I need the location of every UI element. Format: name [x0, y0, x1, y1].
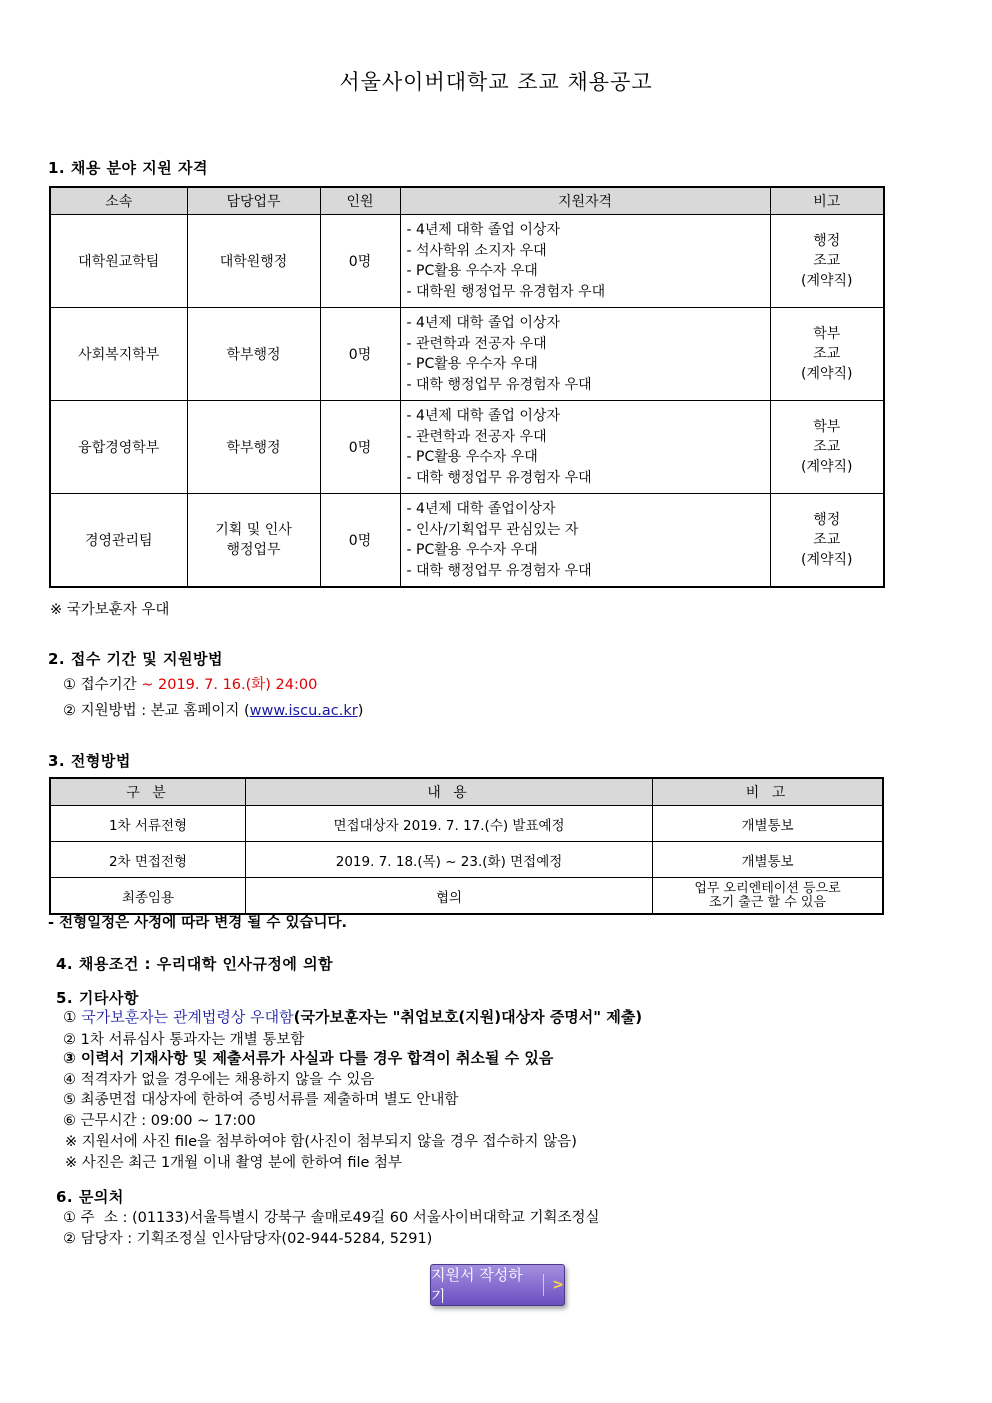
section3-heading: 3. 전형방법 [48, 752, 131, 770]
table-row [50, 494, 884, 588]
type-cell: 최종임용 [50, 878, 246, 915]
quals-cell: - 4년제 대학 졸업이상자 - 인사/기획업무 관심있는 자 - PC활용 우수자 우대 - 대학 행정업무 유경험자 우대 [400, 494, 770, 588]
dept-cell: 경영관리팀 [50, 494, 187, 588]
veteran-preference-text: 국가보훈자는 관계법령상 우대함 [81, 1008, 294, 1026]
table-row [50, 401, 884, 494]
duty-cell: 대학원행정 [187, 215, 320, 308]
apply-button-label: 지원서 작성하기 [431, 1266, 523, 1305]
homepage-link[interactable]: www.iscu.ac.kr [249, 703, 358, 719]
table-row [50, 215, 884, 308]
quals-cell: - 4년제 대학 졸업 이상자 - 관련학과 전공자 우대 - PC활용 우수자 우대 - 대학 행정업무 유경험자 우대 [400, 401, 770, 494]
quals-cell: - 4년제 대학 졸업 이상자 - 관련학과 전공자 우대 - PC활용 우수자 우대 - 대학 행정업무 유경험자 우대 [400, 308, 770, 401]
contact-person: ② 담당자 : 기획조정실 인사담당자(02-944-5284, 5291) [63, 1231, 433, 1247]
photo-note-1: ※ 지원서에 사진 file을 첨부하여야 함(사진이 첨부되지 않을 경우 접수하지 않음) [65, 1134, 577, 1150]
dept-cell: 융합경영학부 [50, 401, 187, 494]
type-cell: 1차 서류전형 [50, 806, 246, 842]
count-cell: 0명 [320, 494, 400, 588]
note-cell: 행정 조교 (계약직) [770, 494, 884, 588]
note-cell: 업무 오리엔테이션 등으로 조기 출근 할 수 있음 [653, 878, 883, 915]
period-value: ~ 2019. 7. 16.(화) 24:00 [141, 677, 318, 693]
dept-cell: 대학원교학팀 [50, 215, 187, 308]
note-item-5: ⑤ 최종면접 대상자에 한하여 증빙서류를 제출하며 별도 안내함 [63, 1092, 459, 1108]
col-header-note: 비고 [770, 187, 884, 215]
section2-heading: 2. 접수 기간 및 지원방법 [48, 650, 223, 668]
note-cell: 학부 조교 (계약직) [770, 401, 884, 494]
note-item-2: ② 1차 서류심사 통과자는 개별 통보함 [63, 1032, 305, 1048]
count-cell: 0명 [320, 215, 400, 308]
qualification-table [49, 186, 885, 588]
selection-table [49, 777, 884, 915]
content-cell: 협의 [246, 878, 653, 915]
section6-heading: 6. 문의처 [56, 1188, 124, 1206]
method-line [63, 699, 363, 720]
section4-heading: 4. 채용조건 : 우리대학 인사규정에 의함 [56, 955, 334, 973]
content-cell: 면접대상자 2019. 7. 17.(수) 발표예정 [246, 806, 653, 842]
contact-address: ① 주 소 : (01133)서울특별시 강북구 솔매로49길 60 서울사이버대학교 기획조정실 [63, 1210, 600, 1226]
quals-cell: - 4년제 대학 졸업 이상자 - 석사학위 소지자 우대 - PC활용 우수자 우대 - 대학원 행정업무 유경험자 우대 [400, 215, 770, 308]
section5-heading: 5. 기타사항 [56, 989, 139, 1007]
col-header-note: 비 고 [653, 778, 883, 806]
table-row [50, 842, 883, 878]
method-label: ② 지원방법 : 본교 홈페이지 ( [63, 703, 250, 719]
note-cell: 개별통보 [653, 806, 883, 842]
photo-note-2: ※ 사진은 최근 1개월 이내 촬영 분에 한하여 file 첨부 [65, 1155, 403, 1171]
veteran-footnote: ※ 국가보훈자 우대 [50, 602, 170, 618]
col-header-quals: 지원자격 [400, 187, 770, 215]
page-title: 서울사이버대학교 조교 채용공고 [339, 70, 653, 94]
table-row [50, 806, 883, 842]
period-line [63, 673, 317, 694]
table-header-row [50, 778, 883, 806]
chevron-right-icon: > [552, 1277, 564, 1293]
col-header-dept: 소속 [50, 187, 187, 215]
note-item-6: ⑥ 근무시간 : 09:00 ~ 17:00 [63, 1113, 256, 1129]
note-item-3: ③ 이력서 기재사항 및 제출서류가 사실과 다를 경우 합격이 취소될 수 있음 [63, 1049, 554, 1067]
duty-cell: 기획 및 인사 행정업무 [187, 494, 320, 588]
col-header-content: 내 용 [246, 778, 653, 806]
method-close: ) [357, 703, 364, 719]
col-header-duty: 담당업무 [187, 187, 320, 215]
note-cell: 개별통보 [653, 842, 883, 878]
section1-heading: 1. 채용 분야 지원 자격 [48, 159, 208, 177]
note-item-1: ① 국가보훈자는 관계법령상 우대함(국가보훈자는 "취업보호(지원)대상자 증명서" 제출) [63, 1008, 643, 1026]
duty-cell: 학부행정 [187, 401, 320, 494]
period-label: ① 접수기간 [63, 677, 137, 693]
table-row [50, 308, 884, 401]
apply-button[interactable] [430, 1264, 565, 1306]
button-divider [543, 1274, 544, 1296]
schedule-footnote: - 전형일정은 사정에 따라 변경 될 수 있습니다. [48, 915, 347, 931]
dept-cell: 사회복지학부 [50, 308, 187, 401]
note-item-4: ④ 적격자가 없을 경우에는 채용하지 않을 수 있음 [63, 1072, 375, 1088]
col-header-type: 구 분 [50, 778, 246, 806]
col-header-count: 인원 [320, 187, 400, 215]
note-cell: 학부 조교 (계약직) [770, 308, 884, 401]
table-header-row [50, 187, 884, 215]
count-cell: 0명 [320, 308, 400, 401]
duty-cell: 학부행정 [187, 308, 320, 401]
count-cell: 0명 [320, 401, 400, 494]
table-row [50, 878, 883, 915]
note-cell: 행정 조교 (계약직) [770, 215, 884, 308]
content-cell: 2019. 7. 18.(목) ~ 23.(화) 면접예정 [246, 842, 653, 878]
type-cell: 2차 면접전형 [50, 842, 246, 878]
